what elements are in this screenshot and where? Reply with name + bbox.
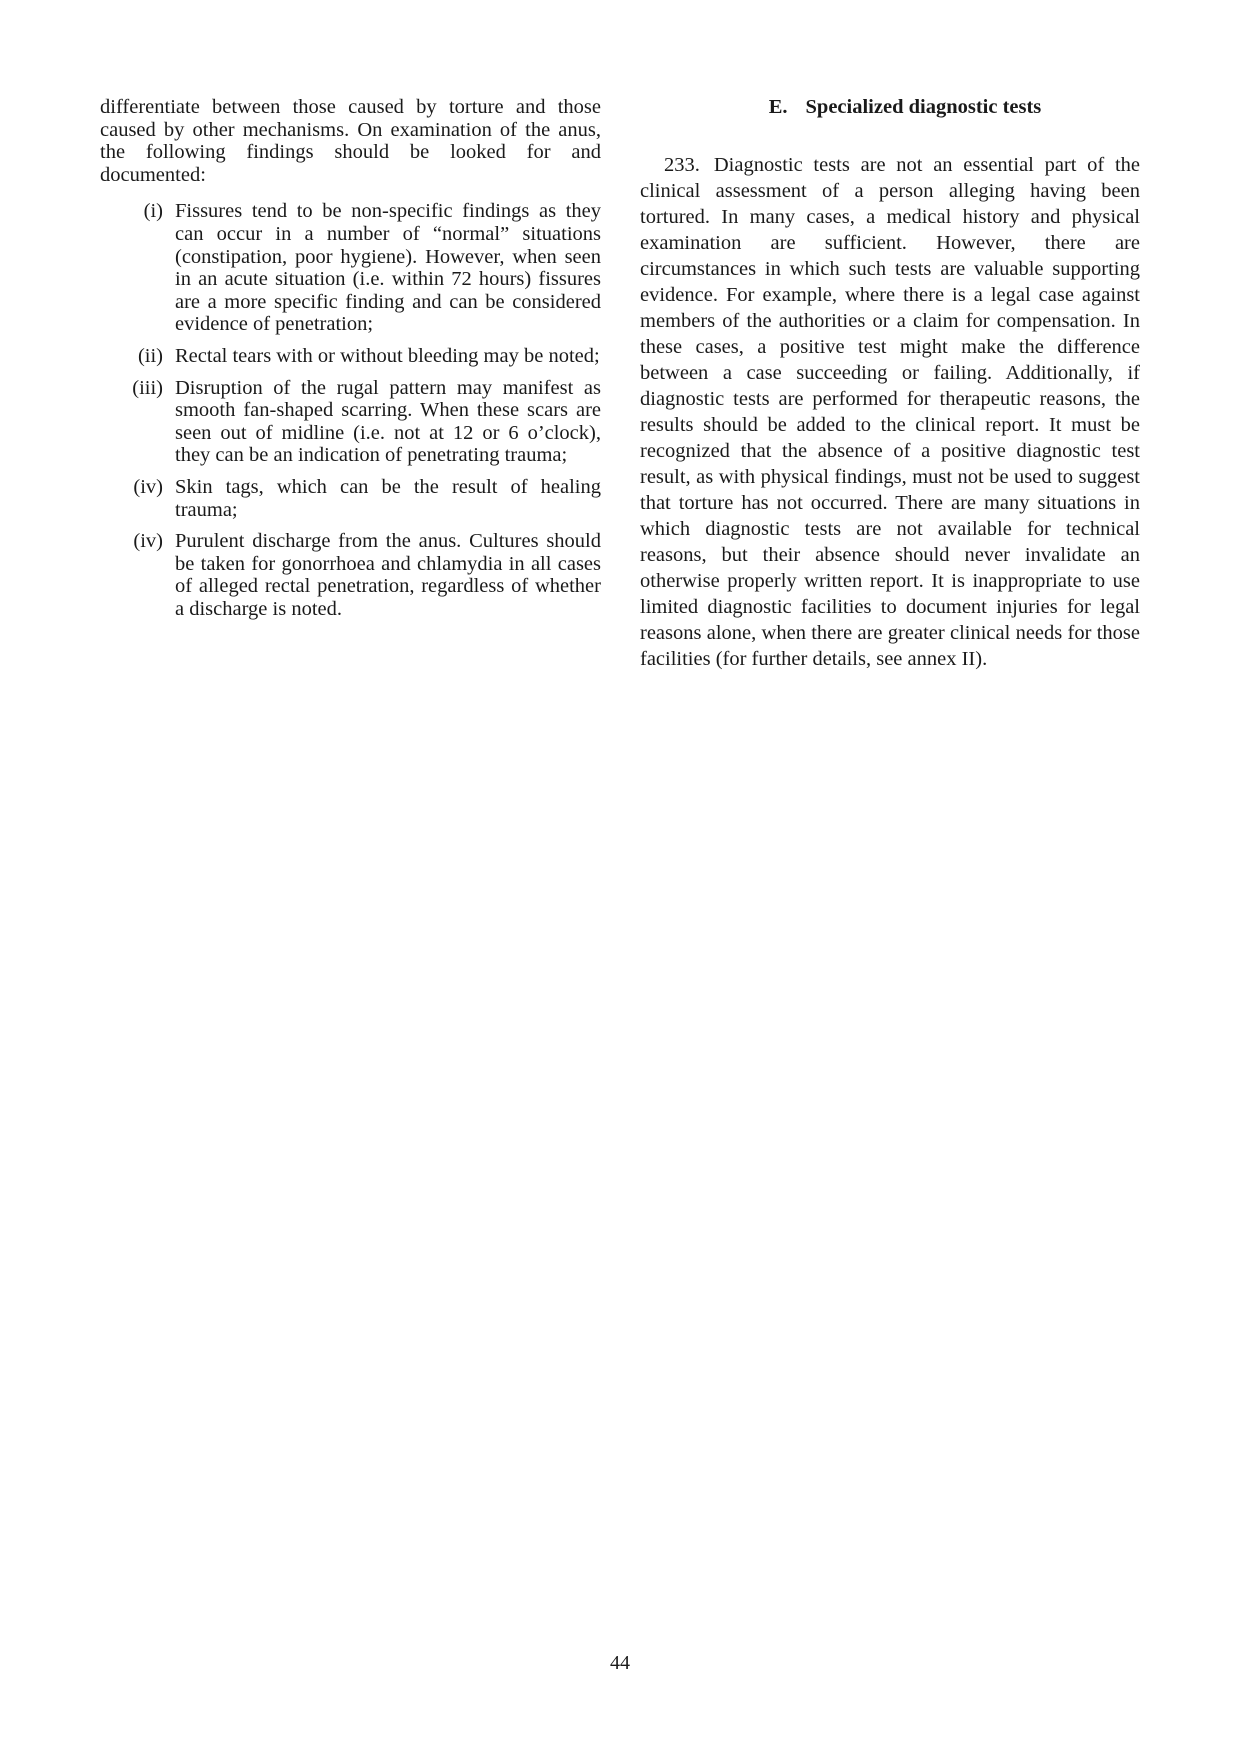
page-number: 44 (610, 1652, 630, 1674)
list-item (100, 530, 601, 620)
list-item-number: (iv) (133, 475, 163, 498)
list-item-number: (ii) (137, 344, 163, 367)
list-item-number: (i) (143, 200, 163, 223)
list-item-number: (iii) (132, 376, 163, 399)
body-paragraph (640, 152, 1140, 672)
list-item-text: Disruption of the rugal pattern may manifest as smooth fan-shaped scarring. When these scars are seen out of midline (i.e. not at 12 or 6 o’clock), they can be an indication of penetrating trauma; (175, 376, 601, 467)
section-heading (640, 96, 1140, 118)
list-item (100, 200, 601, 336)
right-column (640, 96, 1140, 672)
list-item-text: Fissures tend to be non-specific findings as they can occur in a number of “normal” situations (constipation, poor hygiene). However, when seen in an acute situation (i.e. within 72 hours) fissures are a more specific finding and can be considered evidence of penetration; (175, 200, 601, 336)
intro-paragraph: differentiate between those caused by torture and those caused by other mechanisms. On examination of the anus, the following findings should be looked for and documented: (100, 96, 601, 186)
findings-list (100, 200, 601, 620)
section-letter: E. (768, 96, 788, 118)
list-item-text: Skin tags, which can be the result of healing trauma; (175, 475, 601, 521)
list-item (100, 377, 601, 467)
list-item-text: Rectal tears with or without bleeding may be noted; (175, 344, 600, 367)
list-item (100, 345, 601, 368)
paragraph-text: Diagnostic tests are not an essential part of the clinical assessment of a person alleging having been tortured. In many cases, a medical history and physical examination are sufficient. However, there are circumstances in which such tests are valuable supporting evidence. For example, where there is a legal case against members of the authorities or a claim for compensation. In these cases, a positive test might make the difference between a case succeeding or failing. Additionally, if diagnostic tests are performed for therapeutic reasons, the results should be added to the clinical report. It must be recognized that the absence of a positive diagnostic test result, as with physical findings, must not be used to suggest that torture has not occurred. There are many situations in which diagnostic tests are not available for technical reasons, but their absence should never invalidate an otherwise properly written report. It is inappropriate to use limited diagnostic facilities to document injuries for legal reasons alone, when there are greater clinical needs for those facilities (for further details, see annex II). (640, 154, 1140, 670)
left-column (100, 96, 601, 629)
list-item (100, 476, 601, 521)
list-item-number: (iv) (133, 530, 163, 553)
list-item-text: Purulent discharge from the anus. Cultures should be taken for gonorrhoea and chlamydia in all cases of alleged rectal penetration, regardless of whether a discharge is noted. (175, 530, 601, 620)
section-title: Specialized diagnostic tests (805, 96, 1042, 118)
paragraph-number: 233. (664, 154, 700, 176)
